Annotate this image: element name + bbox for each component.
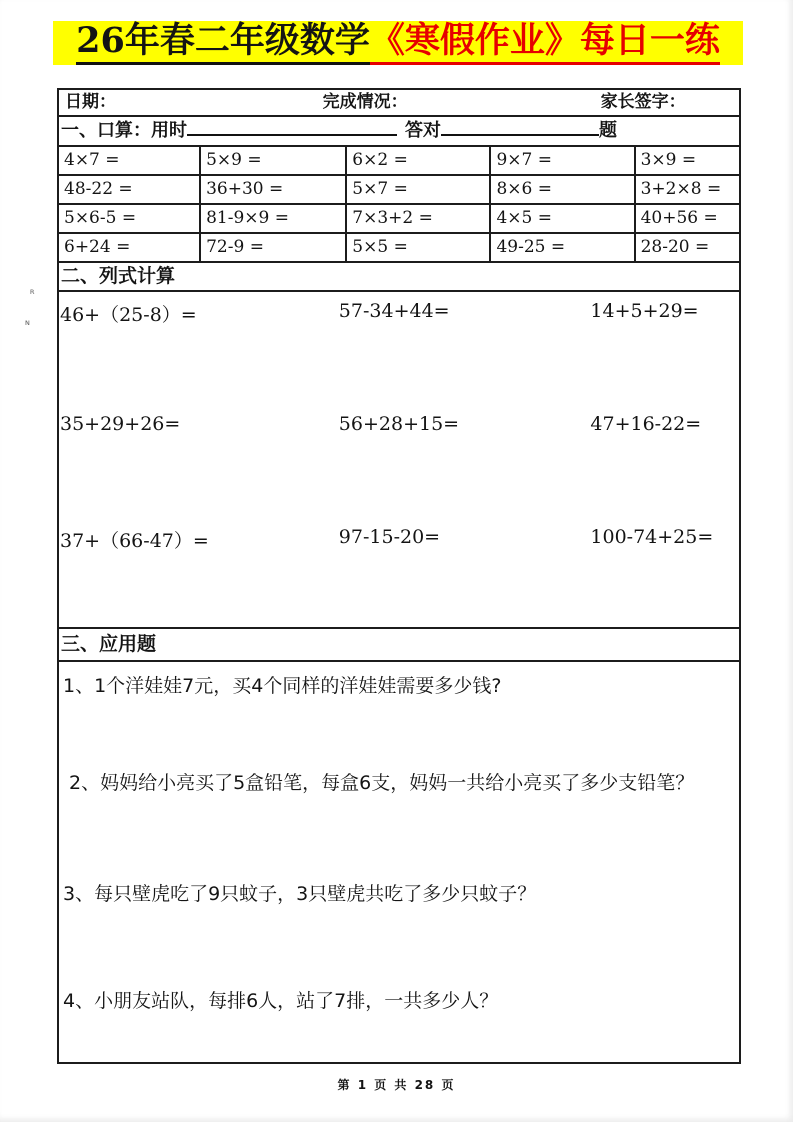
written-problem: 14+5+29= (590, 300, 699, 322)
oral-problem-cell: 5×9 = (201, 147, 347, 176)
word-problem: 1、1个洋娃娃7元，买4个同样的洋娃娃需要多少钱? (63, 675, 502, 697)
oral-problem-cell: 3×9 = (636, 147, 739, 176)
written-calc-section (59, 292, 739, 627)
oral-problem-cell: 48-22 = (59, 176, 201, 205)
oral-heading-prefix: 一、口算：用时 (61, 120, 187, 141)
signature-label: 家长签字： (600, 92, 686, 112)
oral-problem-cell: 49-25 = (491, 234, 635, 263)
word-problem: 4、小朋友站队，每排6人，站了7排，一共多少人？ (63, 990, 499, 1012)
oral-problem-cell: 8×6 = (491, 176, 635, 205)
oral-problem-cell: 6×2 = (347, 147, 491, 176)
oral-heading-suffix: 题 (599, 120, 617, 141)
oral-problem-cell: 4×5 = (491, 205, 635, 234)
margin-artifact: ʀ (30, 287, 35, 296)
oral-calc-grid (59, 147, 739, 263)
written-calc-row (59, 518, 739, 627)
oral-heading-mid: 答对 (405, 120, 441, 141)
oral-problem-cell: 6+24 = (59, 234, 201, 263)
oral-problem-cell: 7×3+2 = (347, 205, 491, 234)
page-title (53, 21, 743, 65)
word-problem: 2、妈妈给小亮买了5盒铅笔，每盒6支，妈妈一共给小亮买了多少支铅笔？ (69, 772, 695, 794)
oral-problem-cell: 9×7 = (491, 147, 635, 176)
oral-problem-cell: 81-9×9 = (201, 205, 347, 234)
written-problem: 37+（66-47）= (60, 530, 209, 552)
written-problem: 100-74+25= (590, 526, 714, 548)
oral-problem-cell: 5×6-5 = (59, 205, 201, 234)
date-label: 日期： (65, 92, 116, 112)
written-problem: 57-34+44= (338, 300, 450, 322)
written-problem: 47+16-22= (590, 413, 702, 435)
completion-label: 完成情况： (322, 92, 408, 112)
oral-problem-cell: 5×7 = (347, 176, 491, 205)
page-title-red-part: 《寒假作业》每日一练 (370, 20, 720, 65)
time-blank-line (187, 120, 397, 136)
worksheet-body (57, 88, 741, 1064)
written-problem: 35+29+26= (60, 413, 181, 435)
written-problem: 97-15-20= (338, 526, 441, 548)
page-number: 第 1 页 共 28 页 (337, 1078, 456, 1092)
oral-problem-cell: 3+2×8 = (636, 176, 739, 205)
oral-problem-cell: 40+56 = (636, 205, 739, 234)
written-calc-heading: 二、列式计算 (59, 263, 739, 292)
oral-calc-heading (59, 117, 739, 147)
info-row (59, 90, 739, 117)
written-problem: 56+28+15= (338, 413, 460, 435)
word-problems-heading: 三、应用题 (59, 627, 739, 662)
written-problem: 46+（25-8）= (60, 304, 197, 326)
oral-problem-cell: 5×5 = (347, 234, 491, 263)
margin-artifact: ɴ (25, 318, 30, 327)
written-calc-row (59, 405, 739, 518)
word-problems-section (59, 671, 739, 1013)
oral-problem-cell: 4×7 = (59, 147, 201, 176)
written-calc-row (59, 292, 739, 405)
oral-problem-cell: 28-20 = (636, 234, 739, 263)
page-title-black-part: 26年春二年级数学 (76, 20, 370, 65)
oral-problem-cell: 36+30 = (201, 176, 347, 205)
oral-problem-cell: 72-9 = (201, 234, 347, 263)
correct-count-blank-line (441, 120, 599, 136)
word-problem: 3、每只壁虎吃了9只蚊子，3只壁虎共吃了多少只蚊子？ (63, 883, 537, 905)
